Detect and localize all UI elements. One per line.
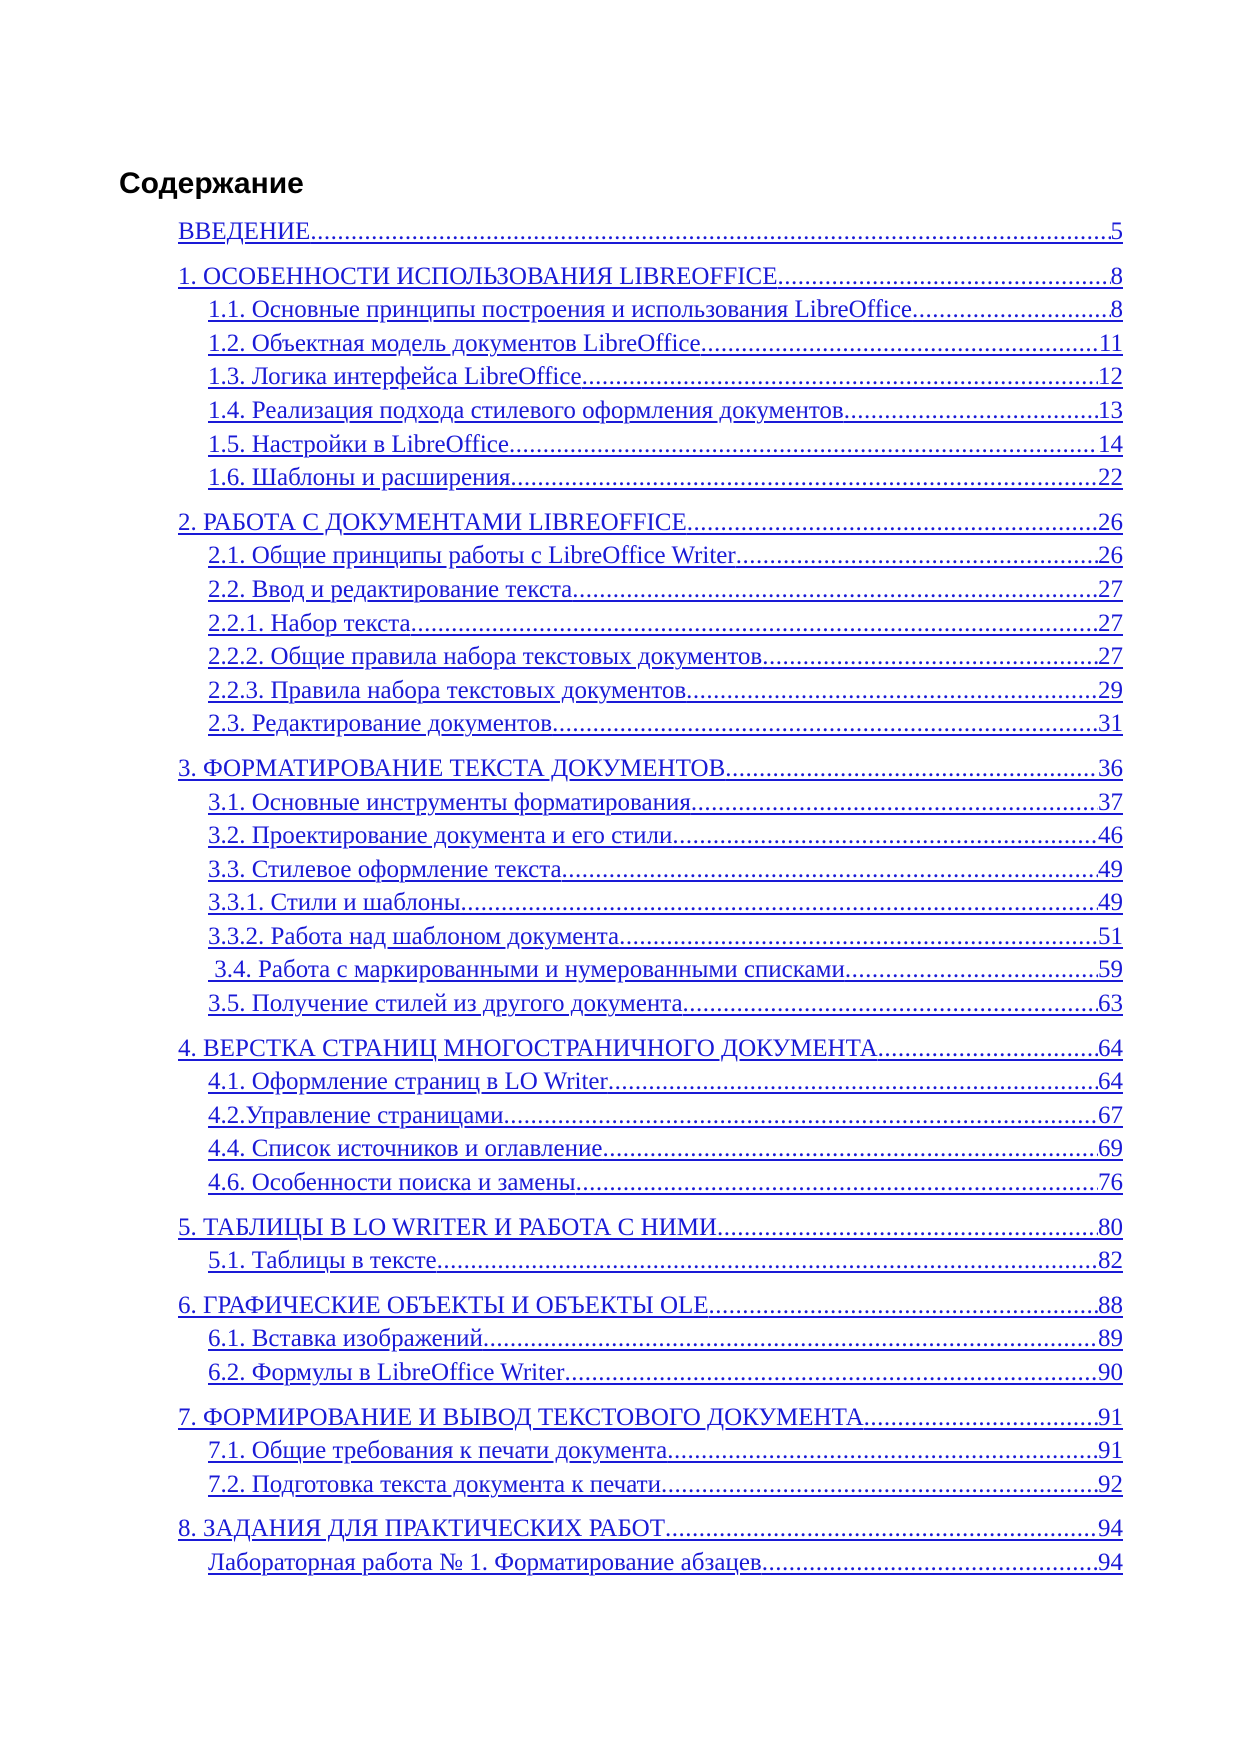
toc-chapter-link[interactable] — [178, 260, 1123, 294]
toc-page-number: 26 — [1098, 542, 1123, 570]
toc-page-number: 59 — [1098, 956, 1123, 984]
toc-entry-title: 1.2. Объектная модель документов LibreOffice — [208, 329, 701, 357]
toc-dot-leader — [608, 1065, 1098, 1099]
toc-entry-title: 4.1. Оформление страниц в LO Writer — [208, 1068, 608, 1096]
toc-heading: Содержание — [119, 167, 304, 200]
toc-section-link[interactable] — [208, 1132, 1123, 1166]
toc-dot-leader — [503, 1099, 1098, 1133]
toc-dot-leader — [582, 360, 1098, 394]
toc-section-link[interactable] — [208, 953, 1123, 987]
toc-entry-title: 1. ОСОБЕННОСТИ ИСПОЛЬЗОВАНИЯ LIBREOFFICE — [178, 262, 778, 290]
toc-dot-leader — [686, 674, 1098, 708]
toc-page-number: 22 — [1098, 464, 1123, 492]
toc-dot-leader — [667, 1434, 1098, 1468]
toc-dot-leader — [687, 506, 1098, 540]
toc-dot-leader — [411, 607, 1098, 641]
toc-entry-title: 1.6. Шаблоны и расширения — [208, 464, 511, 492]
toc-page-number: 76 — [1098, 1169, 1123, 1197]
toc-entry-title: 3.1. Основные инструменты форматирования — [208, 788, 691, 816]
toc-page-number: 37 — [1098, 788, 1123, 816]
toc-entry-title: 6. ГРАФИЧЕСКИЕ ОБЪЕКТЫ И ОБЪЕКТЫ OLE — [178, 1291, 709, 1319]
toc-page-number: 94 — [1098, 1515, 1123, 1543]
toc-entry-title: 1.3. Логика интерфейса LibreOffice — [208, 363, 582, 391]
toc-section-link[interactable] — [208, 573, 1123, 607]
toc-dot-leader — [661, 1468, 1098, 1502]
toc-entry-title: 3.3.2. Работа над шаблоном документа — [208, 922, 620, 950]
toc-dot-leader — [437, 1244, 1098, 1278]
toc-page-number: 27 — [1098, 609, 1123, 637]
toc-page-number: 91 — [1098, 1403, 1123, 1431]
toc-section-link[interactable] — [208, 819, 1123, 853]
toc-dot-leader — [691, 786, 1098, 820]
toc-dot-leader — [725, 752, 1098, 786]
toc-page-number: 82 — [1098, 1247, 1123, 1275]
toc-entry-title: 2. РАБОТА С ДОКУМЕНТАМИ LIBREOFFICE — [178, 508, 687, 536]
toc-entry-title: 3.5. Получение стилей из другого документа — [208, 990, 683, 1018]
toc-entry-title: 7.1. Общие требования к печати документа — [208, 1437, 668, 1465]
toc-page-number: 64 — [1098, 1068, 1123, 1096]
toc-entry-title: 4.2.Управление страницами — [208, 1101, 504, 1129]
toc-dot-leader — [701, 327, 1099, 361]
table-of-contents — [0, 215, 1240, 1580]
toc-section-link[interactable] — [208, 394, 1123, 428]
toc-entry-title: 3.4. Работа с маркированными и нумерованными списками — [208, 956, 845, 984]
toc-section-link[interactable] — [208, 786, 1123, 820]
toc-dot-leader — [778, 260, 1111, 294]
toc-chapter-link[interactable] — [178, 1032, 1123, 1066]
toc-section-link[interactable] — [208, 327, 1123, 361]
toc-entry-title: 3. ФОРМАТИРОВАНИЕ ТЕКСТА ДОКУМЕНТОВ — [178, 754, 726, 782]
toc-dot-leader — [509, 428, 1098, 462]
toc-entry-title: 3.2. Проектирование документа и его стили — [208, 822, 673, 850]
toc-entry-title: 2.2.1. Набор текста — [208, 609, 411, 637]
toc-page-number: 80 — [1098, 1213, 1123, 1241]
toc-chapter-link[interactable] — [178, 1211, 1123, 1245]
toc-dot-leader — [665, 1512, 1098, 1546]
toc-chapter-link[interactable] — [178, 1401, 1123, 1435]
toc-dot-leader — [683, 987, 1098, 1021]
toc-entry-title: 4.4. Список источников и оглавление — [208, 1135, 603, 1163]
toc-page-number: 94 — [1098, 1548, 1123, 1576]
toc-section-link[interactable] — [208, 1065, 1123, 1099]
toc-page-number: 64 — [1098, 1034, 1123, 1062]
toc-entry-title: 1.1. Основные принципы построения и использования LibreOffice — [208, 296, 913, 324]
toc-page-number: 49 — [1098, 889, 1123, 917]
toc-section-link[interactable] — [208, 1546, 1123, 1580]
toc-section-link[interactable] — [208, 461, 1123, 495]
toc-entry-title: 5.1. Таблицы в тексте — [208, 1247, 437, 1275]
toc-entry-title: 3.3.1. Стили и шаблоны — [208, 889, 461, 917]
toc-page-number: 12 — [1098, 363, 1123, 391]
toc-page-number: 46 — [1098, 822, 1123, 850]
toc-entry-title: 8. ЗАДАНИЯ ДЛЯ ПРАКТИЧЕСКИХ РАБОТ — [178, 1515, 665, 1543]
toc-section-link[interactable] — [208, 1468, 1123, 1502]
toc-dot-leader — [864, 1401, 1098, 1435]
toc-dot-leader — [572, 573, 1098, 607]
toc-page-number: 26 — [1098, 508, 1123, 536]
toc-dot-leader — [619, 920, 1098, 954]
toc-section-link[interactable] — [208, 1356, 1123, 1390]
toc-dot-leader — [762, 1546, 1098, 1580]
toc-entry-title: 7. ФОРМИРОВАНИЕ И ВЫВОД ТЕКСТОВОГО ДОКУМЕНТА — [178, 1403, 864, 1431]
toc-section-link[interactable] — [208, 1322, 1123, 1356]
toc-page-number: 67 — [1098, 1101, 1123, 1129]
toc-dot-leader — [844, 394, 1098, 428]
toc-dot-leader — [460, 886, 1098, 920]
toc-entry-title: 2.2.3. Правила набора текстовых документов — [208, 676, 687, 704]
toc-entry-title: 5. ТАБЛИЦЫ В LO WRITER И РАБОТА С НИМИ — [178, 1213, 717, 1241]
toc-section-link[interactable] — [208, 674, 1123, 708]
toc-entry-title: 1.4. Реализация подхода стилевого оформления документов — [208, 396, 844, 424]
toc-page-number: 51 — [1098, 922, 1123, 950]
toc-entry-title: 6.2. Формулы в LibreOffice Writer — [208, 1359, 565, 1386]
toc-page-number: 27 — [1098, 575, 1123, 603]
toc-page-number: 89 — [1098, 1325, 1123, 1353]
toc-section-link[interactable] — [208, 607, 1123, 641]
toc-page-number: 36 — [1098, 754, 1123, 782]
toc-section-link[interactable] — [208, 640, 1123, 674]
toc-entry-title: 4. ВЕРСТКА СТРАНИЦ МНОГОСТРАНИЧНОГО ДОКУМЕНТА — [178, 1034, 878, 1062]
toc-chapter-link[interactable] — [178, 1289, 1123, 1323]
toc-dot-leader — [709, 1289, 1098, 1323]
toc-section-link[interactable] — [208, 539, 1123, 573]
toc-dot-leader — [878, 1032, 1098, 1066]
toc-dot-leader — [562, 853, 1098, 887]
toc-dot-leader — [483, 1322, 1098, 1356]
toc-dot-leader — [912, 293, 1110, 327]
toc-page-number: 88 — [1098, 1291, 1123, 1319]
toc-entry-title: 2.2. Ввод и редактирование текста — [208, 575, 573, 603]
toc-section-link[interactable] — [208, 853, 1123, 887]
toc-entry-title: Лабораторная работа № 1. Форматирование абзацев — [208, 1548, 762, 1576]
toc-page-number: 11 — [1098, 329, 1123, 357]
toc-dot-leader — [310, 215, 1110, 249]
toc-dot-leader — [510, 461, 1098, 495]
toc-page-number: 63 — [1098, 990, 1123, 1018]
toc-section-link[interactable] — [208, 1099, 1123, 1133]
toc-section-link[interactable] — [208, 987, 1123, 1021]
toc-page-number: 27 — [1098, 643, 1123, 671]
toc-section-link[interactable] — [208, 293, 1123, 327]
toc-entry-title: 7.2. Подготовка текста документа к печати — [208, 1470, 661, 1498]
toc-dot-leader — [552, 707, 1098, 741]
toc-entry-title: 2.3. Редактирование документов — [208, 710, 553, 738]
toc-chapter-link[interactable] — [178, 752, 1123, 786]
toc-dot-leader — [717, 1211, 1098, 1245]
toc-dot-leader — [602, 1132, 1098, 1166]
toc-section-link[interactable] — [208, 707, 1123, 741]
toc-dot-leader — [762, 640, 1098, 674]
toc-page-number: 90 — [1098, 1359, 1123, 1386]
toc-entry-title: 4.6. Особенности поиска и замены — [208, 1169, 576, 1197]
toc-section-link[interactable] — [208, 360, 1123, 394]
toc-page-number: 31 — [1098, 710, 1123, 738]
toc-page-number: 8 — [1110, 296, 1123, 324]
toc-entry-title: 6.1. Вставка изображений — [208, 1325, 483, 1353]
toc-section-link[interactable] — [208, 920, 1123, 954]
toc-chapter-link[interactable] — [178, 215, 1123, 249]
toc-dot-leader — [845, 953, 1098, 987]
toc-entry-title: 2.1. Общие принципы работы с LibreOffice Writer — [208, 542, 736, 570]
toc-page-number: 91 — [1098, 1437, 1123, 1465]
toc-page-number: 29 — [1098, 676, 1123, 704]
toc-page-number: 5 — [1110, 218, 1123, 245]
toc-dot-leader — [672, 819, 1098, 853]
toc-section-link[interactable] — [208, 428, 1123, 462]
toc-page-number: 49 — [1098, 855, 1123, 883]
toc-dot-leader — [736, 539, 1098, 573]
toc-section-link[interactable] — [208, 886, 1123, 920]
toc-section-link[interactable] — [208, 1166, 1123, 1200]
toc-dot-leader — [564, 1356, 1098, 1390]
toc-section-link[interactable] — [208, 1244, 1123, 1278]
toc-entry-title: 3.3. Стилевое оформление текста — [208, 855, 562, 883]
toc-page-number: 14 — [1098, 430, 1123, 458]
toc-dot-leader — [576, 1166, 1098, 1200]
toc-entry-title: 2.2.2. Общие правила набора текстовых документов — [208, 643, 763, 671]
toc-entry-title: ВВЕДЕНИЕ — [178, 218, 311, 245]
toc-chapter-link[interactable] — [178, 1512, 1123, 1546]
toc-chapter-link[interactable] — [178, 506, 1123, 540]
toc-page-number: 69 — [1098, 1135, 1123, 1163]
toc-page-number: 8 — [1110, 262, 1123, 290]
toc-entry-title: 1.5. Настройки в LibreOffice — [208, 430, 509, 458]
toc-section-link[interactable] — [208, 1434, 1123, 1468]
toc-page-number: 13 — [1098, 396, 1123, 424]
toc-page-number: 92 — [1098, 1470, 1123, 1498]
